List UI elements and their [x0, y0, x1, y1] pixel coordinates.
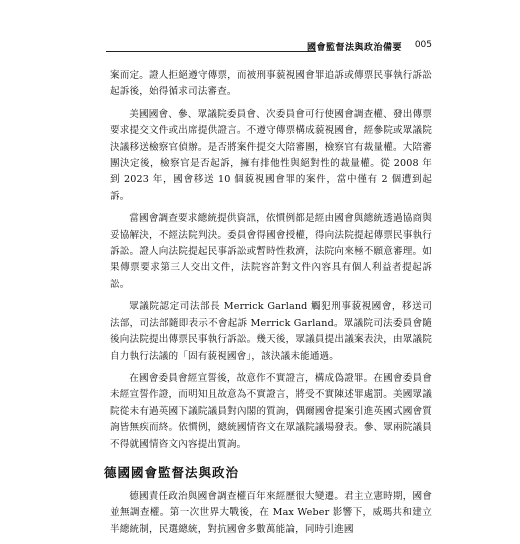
- header-rule: [106, 51, 316, 52]
- paragraph-2: 美國國會、參、眾議院委員會、次委員會可行使國會調查權、發出傳票要求提交文件或出席提供證言。不遵守傳票構成藐視國會，經參院或眾議院決議移送檢察官偵辦。是否將案件提交大陪審團，檢察官有裁量權。大陪審團決定後，檢察官是否起訴，擁有排他性與絕對性的裁量權。從 2008 年到 2023 年，國會移送 10 個藐視國會罪的案件，當中僅有 2 個遭到起訴。: [110, 108, 432, 202]
- page-number: 005: [414, 40, 432, 50]
- paragraph-4: 眾議院認定司法部長 Merrick Garland 觸犯刑事藐視國會，移送司法部，司法部隨即表示不會起訴 Merrick Garland。眾議院司法委員會隨後向法院提出傳票民事執行訴訟。幾天後，眾議員提出議案表決，由眾議院自力執行法議的「固有藐視國會」，該決議未能通過。: [110, 301, 432, 362]
- running-header: [106, 40, 432, 54]
- section-heading: 德國國會監督法與政治: [104, 464, 240, 480]
- page-body: [104, 68, 432, 544]
- paragraph-3: 當國會調查要求總統提供資訊，依慣例都是經由國會與總統透過協商與妥協解決，不經法院判決。委員會得國會授權，得向法院提起傳票民事執行訴訟。證人向法院提起民事訴訟或暫時性救濟，法院向來極不願意審理。如果傳票要求第三人交出文件，法院容許對文件內容具有個人利益者提起訴訟。: [110, 213, 432, 290]
- paragraph-5: 在國會委員會經宣誓後，故意作不實證言，構成偽證罪。在國會委員會未經宣誓作證，而明知且故意為不實證言，將受不實陳述罪處罰。美國眾議院從未有過英國下議院議員對內閣的質詢，偶爾國會提案引進英國式國會質詢皆無疾而終。依慣例，總統國情咨文在眾議院議場發表。參、眾兩院議員不得就國情咨文內容提出質詢。: [110, 372, 432, 450]
- running-title: 國會監督法與政治備要: [306, 43, 402, 53]
- paragraph-1: 案而定。證人拒絕遵守傳票，而被刑事藐視國會罪追訴或傳票民事執行訴訟起訴後，始得循求司法審查。: [110, 70, 432, 98]
- closing-paragraph: 德國責任政治與國會調查權百年來經歷很大變遷。君主立憲時期，國會並無調查權。第一次世界大戰後，在 Max Weber 影響下，威瑪共和建立半總統制，民選總統，對抗國會多數萬能論，同時引進國: [110, 490, 432, 535]
